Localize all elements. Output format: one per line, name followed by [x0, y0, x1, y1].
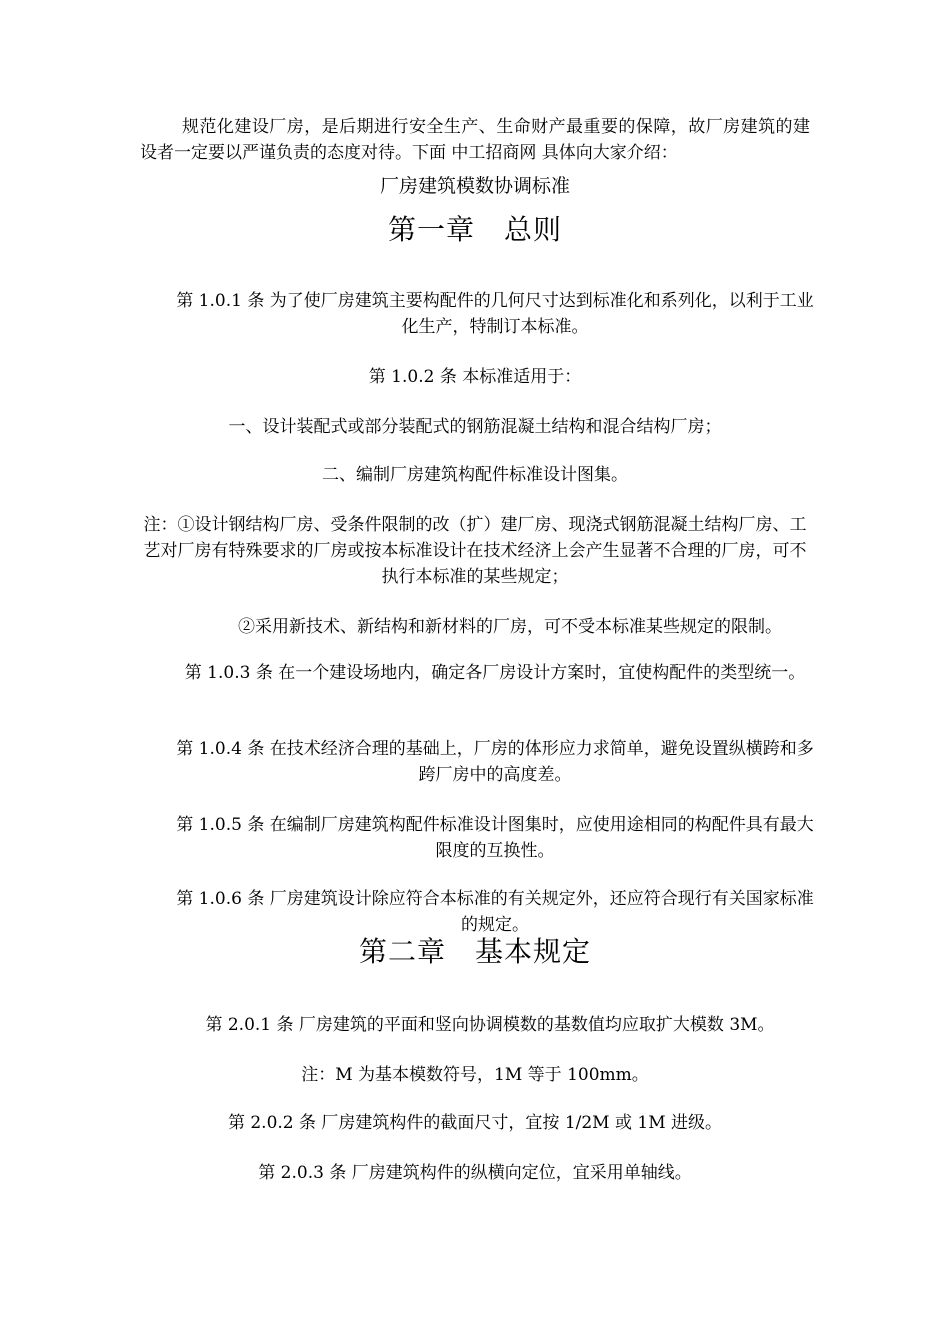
clause-2-0-3: 第 2.0.3 条 厂房建筑构件的纵横向定位，宜采用单轴线。 [258, 1163, 692, 1183]
clause-1-0-3: 第 1.0.3 条 在一个建设场地内，确定各厂房设计方案时，宜使构配件的类型统一。 [184, 663, 806, 683]
clause-1-0-2-note-2: ②采用新技术、新结构和新材料的厂房，可不受本标准某些规定的限制。 [238, 617, 782, 637]
chapter-1-heading: 第一章 总则 [387, 213, 562, 246]
clause-2-0-1: 第 2.0.1 条 厂房建筑的平面和竖向协调模数的基数值均应取扩大模数 3M。 [205, 1015, 775, 1035]
clause-2-0-2: 第 2.0.2 条 厂房建筑构件的截面尺寸，宜按 1/2M 或 1M 进级。 [227, 1113, 723, 1133]
clause-1-0-2-item-1: 一、设计装配式或部分装配式的钢筋混凝土结构和混合结构厂房； [228, 417, 722, 437]
clause-1-0-2: 第 1.0.2 条 本标准适用于： [368, 367, 582, 387]
clause-1-0-2-note-1: 注：①设计钢结构厂房、受条件限制的改（扩）建厂房、现浇式钢筋混凝土结构厂房、工艺对厂房有特殊要求的厂房或按本标准设计在技术经济上会产生显著不合理的厂房，可不执行本标准的某些规定； [143, 515, 807, 587]
clause-1-0-5: 第 1.0.5 条 在编制厂房建筑构配件标准设计图集时，应使用途相同的构配件具有最大限度的互换性。 [176, 815, 814, 861]
clause-1-0-2-item-2: 二、编制厂房建筑构配件标准设计图集。 [322, 465, 628, 485]
clause-1-0-4: 第 1.0.4 条 在技术经济合理的基础上，厂房的体形应力求简单，避免设置纵横跨和多跨厂房中的高度差。 [176, 739, 814, 785]
chapter-2-heading: 第二章 基本规定 [358, 935, 591, 968]
clause-2-0-1-note: 注：M 为基本模数符号，1M 等于 100mm。 [301, 1065, 649, 1085]
intro-paragraph: 规范化建设厂房，是后期进行安全生产、生命财产最重要的保障，故厂房建筑的建设者一定要以严谨负责的态度对待。下面 中工招商网 具体向大家介绍： [140, 117, 810, 163]
document-title: 厂房建筑模数协调标准 [379, 175, 570, 197]
clause-1-0-1: 第 1.0.1 条 为了使厂房建筑主要构配件的几何尺寸达到标准化和系列化，以利于工业化生产，特制订本标准。 [176, 291, 814, 337]
clause-1-0-6: 第 1.0.6 条 厂房建筑设计除应符合本标准的有关规定外，还应符合现行有关国家标准的规定。 [176, 889, 814, 935]
